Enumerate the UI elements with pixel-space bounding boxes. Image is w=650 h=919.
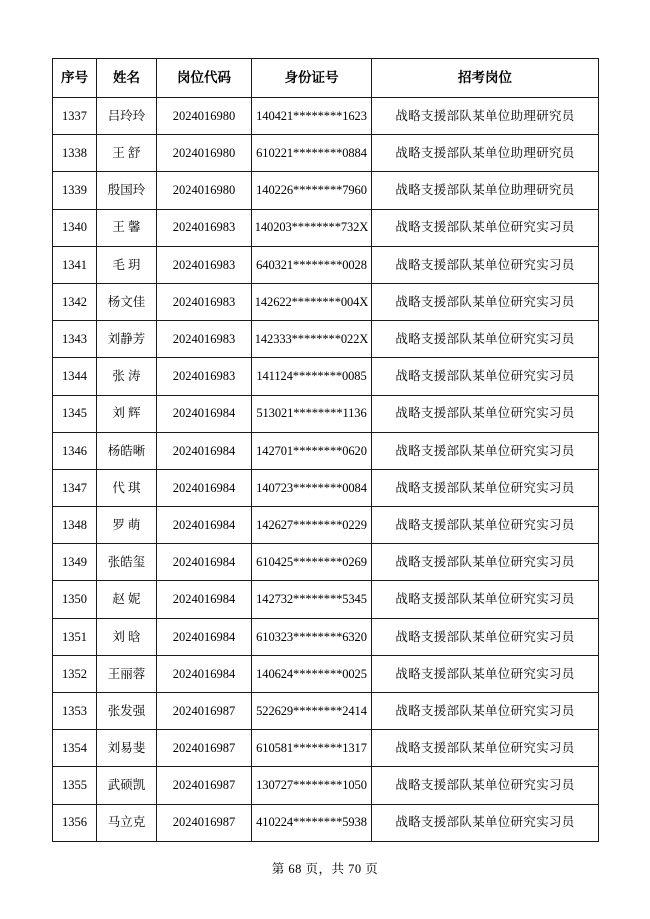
cell-post-code: 2024016980: [157, 98, 252, 135]
table-header-row: [53, 59, 599, 98]
cell-post-code: 2024016987: [157, 730, 252, 767]
table-row: [53, 655, 599, 692]
cell-post-code: 2024016984: [157, 395, 252, 432]
cell-post-code: 2024016987: [157, 804, 252, 841]
cell-index: 1350: [53, 581, 97, 618]
cell-post-code: 2024016984: [157, 469, 252, 506]
cell-job: 战略支援部队某单位研究实习员: [372, 507, 599, 544]
cell-name: 杨皓晰: [97, 432, 157, 469]
candidate-table: [52, 58, 599, 842]
table-row: [53, 544, 599, 581]
cell-index: 1349: [53, 544, 97, 581]
cell-name: 王丽蓉: [97, 655, 157, 692]
cell-id-number: 142701********0620: [252, 432, 372, 469]
column-header-id-number: 身份证号: [252, 59, 372, 98]
cell-job: 战略支援部队某单位研究实习员: [372, 432, 599, 469]
cell-index: 1345: [53, 395, 97, 432]
cell-name: 王 馨: [97, 209, 157, 246]
cell-post-code: 2024016983: [157, 358, 252, 395]
cell-post-code: 2024016984: [157, 544, 252, 581]
cell-name: 刘易斐: [97, 730, 157, 767]
cell-job: 战略支援部队某单位研究实习员: [372, 283, 599, 320]
cell-index: 1354: [53, 730, 97, 767]
cell-post-code: 2024016987: [157, 693, 252, 730]
cell-index: 1344: [53, 358, 97, 395]
cell-post-code: 2024016983: [157, 246, 252, 283]
cell-id-number: 142627********0229: [252, 507, 372, 544]
cell-name: 王 舒: [97, 135, 157, 172]
cell-post-code: 2024016984: [157, 432, 252, 469]
cell-name: 毛 玥: [97, 246, 157, 283]
cell-post-code: 2024016984: [157, 581, 252, 618]
cell-id-number: 610221********0884: [252, 135, 372, 172]
cell-index: 1355: [53, 767, 97, 804]
cell-index: 1353: [53, 693, 97, 730]
cell-post-code: 2024016980: [157, 135, 252, 172]
table-row: [53, 98, 599, 135]
cell-id-number: 140421********1623: [252, 98, 372, 135]
table-row: [53, 172, 599, 209]
cell-name: 赵 妮: [97, 581, 157, 618]
cell-index: 1339: [53, 172, 97, 209]
cell-id-number: 140723********0084: [252, 469, 372, 506]
table-row: [53, 135, 599, 172]
cell-id-number: 522629********2414: [252, 693, 372, 730]
cell-name: 张皓玺: [97, 544, 157, 581]
cell-id-number: 610323********6320: [252, 618, 372, 655]
cell-name: 刘静芳: [97, 321, 157, 358]
column-header-post-code: 岗位代码: [157, 59, 252, 98]
cell-job: 战略支援部队某单位助理研究员: [372, 135, 599, 172]
cell-job: 战略支援部队某单位研究实习员: [372, 544, 599, 581]
cell-id-number: 513021********1136: [252, 395, 372, 432]
table-row: [53, 767, 599, 804]
cell-job: 战略支援部队某单位研究实习员: [372, 395, 599, 432]
table-row: [53, 804, 599, 841]
cell-job: 战略支援部队某单位研究实习员: [372, 246, 599, 283]
cell-id-number: 640321********0028: [252, 246, 372, 283]
cell-index: 1342: [53, 283, 97, 320]
cell-id-number: 141124********0085: [252, 358, 372, 395]
cell-index: 1340: [53, 209, 97, 246]
cell-job: 战略支援部队某单位研究实习员: [372, 321, 599, 358]
cell-name: 殷国玲: [97, 172, 157, 209]
table-row: [53, 321, 599, 358]
table-row: [53, 469, 599, 506]
cell-name: 张发强: [97, 693, 157, 730]
cell-post-code: 2024016984: [157, 507, 252, 544]
cell-index: 1351: [53, 618, 97, 655]
cell-post-code: 2024016984: [157, 655, 252, 692]
cell-name: 吕玲玲: [97, 98, 157, 135]
cell-id-number: 140203********732X: [252, 209, 372, 246]
cell-post-code: 2024016984: [157, 618, 252, 655]
cell-id-number: 142732********5345: [252, 581, 372, 618]
cell-id-number: 140226********7960: [252, 172, 372, 209]
page-footer: 第 68 页，共 70 页: [271, 862, 379, 876]
table-row: [53, 395, 599, 432]
table-row: [53, 581, 599, 618]
column-header-job: 招考岗位: [372, 59, 599, 98]
cell-id-number: 142333********022X: [252, 321, 372, 358]
cell-name: 杨文佳: [97, 283, 157, 320]
cell-post-code: 2024016983: [157, 283, 252, 320]
table-row: [53, 507, 599, 544]
cell-job: 战略支援部队某单位研究实习员: [372, 618, 599, 655]
table-row: [53, 730, 599, 767]
table-body: [53, 98, 599, 842]
table-row: [53, 283, 599, 320]
cell-index: 1346: [53, 432, 97, 469]
table-row: [53, 358, 599, 395]
table-row: [53, 618, 599, 655]
cell-job: 战略支援部队某单位研究实习员: [372, 469, 599, 506]
cell-id-number: 610425********0269: [252, 544, 372, 581]
cell-index: 1343: [53, 321, 97, 358]
cell-id-number: 142622********004X: [252, 283, 372, 320]
cell-job: 战略支援部队某单位研究实习员: [372, 804, 599, 841]
cell-id-number: 410224********5938: [252, 804, 372, 841]
table-row: [53, 209, 599, 246]
table-row: [53, 693, 599, 730]
cell-job: 战略支援部队某单位研究实习员: [372, 209, 599, 246]
cell-post-code: 2024016983: [157, 209, 252, 246]
column-header-index: 序号: [53, 59, 97, 98]
cell-index: 1348: [53, 507, 97, 544]
cell-index: 1352: [53, 655, 97, 692]
cell-name: 马立克: [97, 804, 157, 841]
cell-index: 1338: [53, 135, 97, 172]
cell-name: 罗 萌: [97, 507, 157, 544]
cell-name: 武硕凯: [97, 767, 157, 804]
cell-job: 战略支援部队某单位研究实习员: [372, 730, 599, 767]
cell-job: 战略支援部队某单位助理研究员: [372, 98, 599, 135]
cell-id-number: 140624********0025: [252, 655, 372, 692]
cell-job: 战略支援部队某单位研究实习员: [372, 581, 599, 618]
cell-post-code: 2024016983: [157, 321, 252, 358]
cell-index: 1337: [53, 98, 97, 135]
cell-name: 张 涛: [97, 358, 157, 395]
cell-index: 1341: [53, 246, 97, 283]
cell-name: 刘 辉: [97, 395, 157, 432]
cell-id-number: 610581********1317: [252, 730, 372, 767]
cell-name: 代 琪: [97, 469, 157, 506]
cell-job: 战略支援部队某单位研究实习员: [372, 767, 599, 804]
cell-post-code: 2024016980: [157, 172, 252, 209]
cell-job: 战略支援部队某单位研究实习员: [372, 655, 599, 692]
cell-id-number: 130727********1050: [252, 767, 372, 804]
cell-index: 1347: [53, 469, 97, 506]
cell-job: 战略支援部队某单位研究实习员: [372, 358, 599, 395]
cell-name: 刘 晗: [97, 618, 157, 655]
cell-post-code: 2024016987: [157, 767, 252, 804]
cell-job: 战略支援部队某单位助理研究员: [372, 172, 599, 209]
cell-job: 战略支援部队某单位研究实习员: [372, 693, 599, 730]
table-row: [53, 246, 599, 283]
column-header-name: 姓名: [97, 59, 157, 98]
cell-index: 1356: [53, 804, 97, 841]
table-row: [53, 432, 599, 469]
